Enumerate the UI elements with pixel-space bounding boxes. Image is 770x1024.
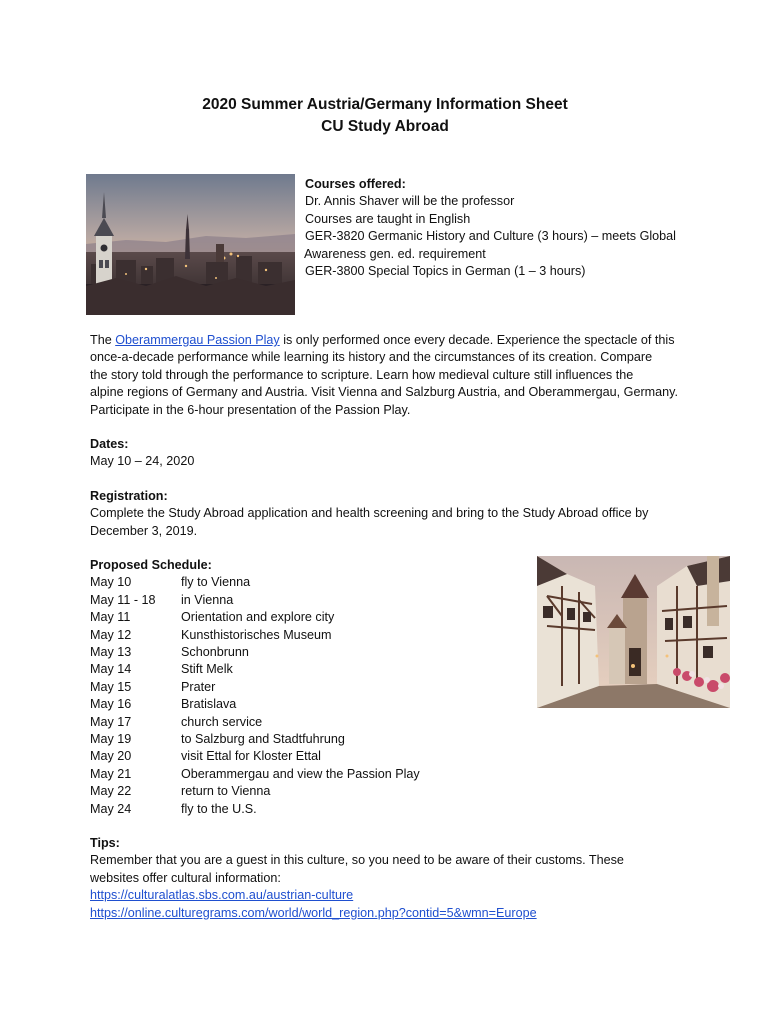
courses-line: GER-3800 Special Topics in German (1 – 3 hours): [305, 264, 586, 279]
registration-section: [90, 488, 690, 540]
schedule-activity: fly to Vienna: [181, 575, 251, 590]
schedule-date: May 14: [90, 662, 132, 677]
registration-line: December 3, 2019.: [90, 523, 198, 538]
schedule-date: May 15: [90, 679, 132, 694]
schedule-activity: Oberammergau and view the Passion Play: [181, 766, 420, 781]
medieval-street-photo: [537, 556, 730, 708]
schedule-activity: return to Vienna: [181, 784, 271, 799]
schedule-activity: to Salzburg and Stadtfuhrung: [181, 732, 345, 747]
schedule-row: [90, 714, 490, 731]
schedule-row: [90, 679, 490, 696]
schedule-row: [90, 748, 490, 765]
schedule-date: May 22: [90, 784, 132, 799]
tips-heading: Tips:: [90, 836, 120, 850]
tips-line: websites offer cultural information:: [90, 870, 281, 885]
schedule-date: May 11 - 18: [90, 592, 156, 607]
schedule-activity: Stift Melk: [181, 662, 233, 677]
schedule-row: [90, 731, 490, 748]
courses-line: Courses are taught in English: [305, 211, 471, 226]
schedule-date: May 12: [90, 627, 132, 642]
document-title: 2020 Summer Austria/Germany Information Sheet: [202, 96, 568, 113]
vienna-skyline-photo: [86, 174, 295, 315]
schedule-date: May 24: [90, 801, 132, 816]
schedule-row: [90, 574, 490, 591]
dates-heading: Dates:: [90, 437, 129, 451]
courses-line: GER-3820 Germanic History and Culture (3 hours) – meets Global: [305, 229, 676, 244]
intro-line: alpine regions of Germany and Austria. Visit Vienna and Salzburg Austria, and Oberammergau, Germany.: [90, 385, 679, 400]
schedule-row: [90, 661, 490, 678]
schedule-activity: Orientation and explore city: [181, 610, 335, 625]
cultural-atlas-link[interactable]: https://culturalatlas.sbs.com.au/austrian-culture: [90, 888, 354, 903]
courses-line: Dr. Annis Shaver will be the professor: [305, 194, 515, 209]
schedule-date: May 17: [90, 714, 132, 729]
registration-heading: Registration:: [90, 489, 168, 503]
schedule-date: May 16: [90, 697, 132, 712]
schedule-row: [90, 627, 490, 644]
intro-lead: The: [90, 333, 116, 347]
intro-paragraph: [90, 332, 690, 419]
courses-heading: Courses offered:: [305, 177, 406, 191]
schedule-section: [90, 557, 490, 818]
schedule-activity: Schonbrunn: [181, 645, 249, 660]
schedule-row: [90, 644, 490, 661]
registration-line: Complete the Study Abroad application and health screening and bring to the Study Abroad office by: [90, 506, 649, 521]
culturegrams-link[interactable]: https://online.culturegrams.com/world/world_region.php?contid=5&wmn=Europe: [90, 905, 537, 920]
schedule-row: [90, 766, 490, 783]
schedule-row: [90, 801, 490, 818]
schedule-activity: church service: [181, 714, 263, 729]
schedule-date: May 13: [90, 645, 132, 660]
tips-line: Remember that you are a guest in this culture, so you need to be aware of their customs. These: [90, 853, 624, 868]
intro-line: once-a-decade performance while learning its history and the circumstances of its creation. Compare: [90, 350, 653, 365]
schedule-date: May 20: [90, 749, 132, 764]
courses-line: Awareness gen. ed. requirement: [304, 246, 486, 261]
schedule-date: May 21: [90, 766, 132, 781]
intro-line: the story told through the performance to scripture. Learn how medieval culture still influences the: [90, 367, 634, 382]
courses-offered: [305, 176, 705, 280]
dates-section: [90, 436, 194, 471]
schedule-date: May 19: [90, 732, 132, 747]
schedule-activity: Kunsthistorisches Museum: [181, 627, 332, 642]
tips-section: [90, 835, 710, 922]
schedule-activity: fly to the U.S.: [181, 801, 257, 816]
document-subtitle: CU Study Abroad: [321, 118, 449, 135]
schedule-row: [90, 609, 490, 626]
schedule-heading: Proposed Schedule:: [90, 558, 212, 572]
schedule-activity: visit Ettal for Kloster Ettal: [181, 749, 321, 764]
schedule-activity: Prater: [181, 679, 216, 694]
schedule-row: [90, 696, 490, 713]
schedule-date: May 10: [90, 575, 132, 590]
schedule-date: May 11: [90, 610, 131, 625]
schedule-row: [90, 783, 490, 800]
passion-play-link[interactable]: Oberammergau Passion Play: [115, 333, 280, 347]
intro-line: Participate in the 6-hour presentation of the Passion Play.: [90, 402, 411, 417]
dates-value: May 10 – 24, 2020: [90, 454, 195, 469]
schedule-activity: in Vienna: [181, 592, 234, 607]
intro-first-rest: is only performed once every decade. Experience the spectacle of this: [279, 333, 675, 347]
schedule-activity: Bratislava: [181, 697, 237, 712]
schedule-row: [90, 592, 490, 609]
